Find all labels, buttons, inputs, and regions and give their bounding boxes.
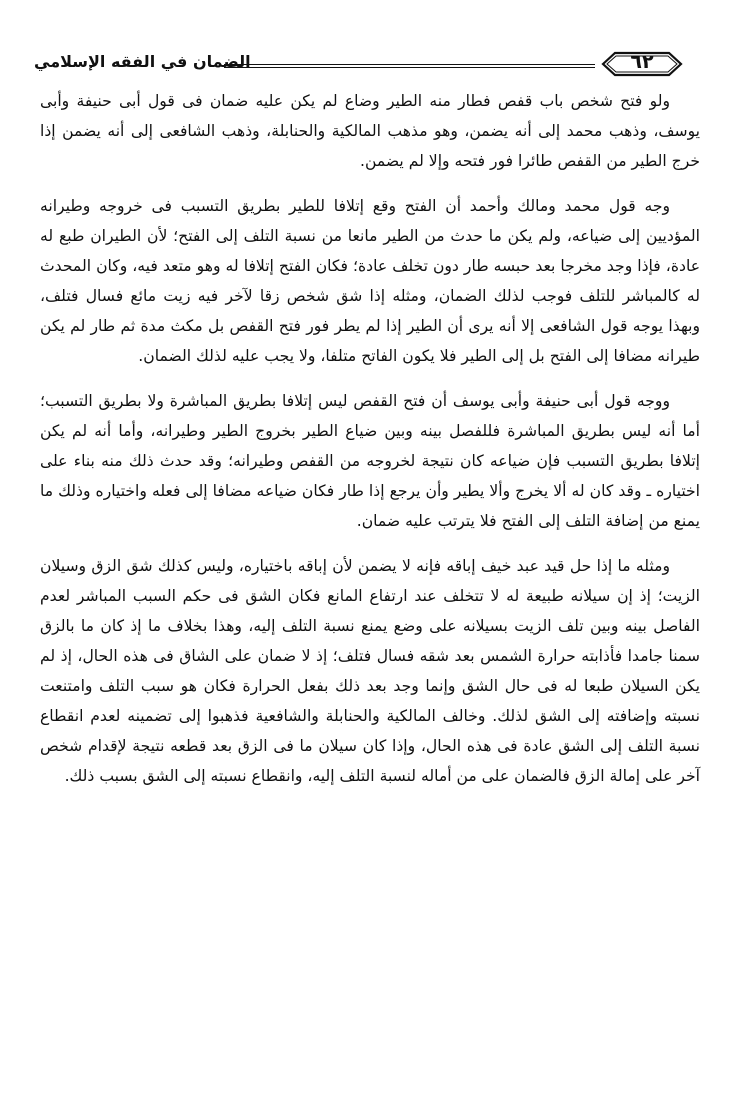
paragraph-1-text: ولو فتح شخص باب قفص فطار منه الطير وضاع لم يكن عليه ضمان فى قول أبى حنيفة وأبى يوسف، وذهب محمد إلى أنه يضمن، وهو مذهب المالكية والحنابلة، وذهب الشافعى إلى أنه يضمن إذا خرج الطير من القفص طائرا فور فتحه وإلا لم يضمن. [40, 92, 700, 170]
paragraph-3 [40, 386, 700, 536]
header-rule [224, 64, 595, 68]
paragraph-1 [40, 86, 700, 176]
body-text [40, 86, 700, 791]
page-number: ٦٢ [630, 51, 654, 73]
running-title: الضمان في الفقه الإسلامي [34, 52, 251, 71]
paragraph-2-text: وجه قول محمد ومالك وأحمد أن الفتح وقع إتلافا للطير بطريق التسبب فى خروجه وطيرانه المؤديين إلى ضياعه، ولم يكن ما حدث من الطير مانعا من نسبة التلف إلى الفتح؛ لأن الطيران طبع له عادة، فإذا وجد مخرجا بعد حبسه طار دون تخلف عادة؛ فكان الفتح إتلافا له وهو متعد فيه، وكان المحدث له كالمباشر للتلف فوجب لذلك الضمان، ومثله إذا شق شخص زقا لآخر فيه زيت مائع فسال فتلف، وبهذا يوجه قول الشافعى إلا أنه يرى أن الطير إذا لم يطر فور فتح القفص بل مكث مدة ثم طار لم يكن طيرانه مضافا إلى الفتح بل إلى الطير فلا يكون الفاتح متلفا، ولا يجب عليه لذلك الضمان. [40, 197, 700, 365]
page-number-frame [601, 50, 683, 78]
paragraph-4-text: ومثله ما إذا حل قيد عبد خيف إباقه فإنه لا يضمن لأن إباقه باختياره، وليس كذلك شق الزق وسيلان الزيت؛ إذ إن سيلانه طبيعة له لا تتخلف عند ارتفاع المانع فكان الشق فى حكم السبب المباشر لعدم الفاصل بينه وبين تلف الزيت بسيلانه على وضع يمنع نسبة التلف إليه، وهذا بخلاف ما إذ كان ما بالزق سمنا جامدا فأذابته حرارة الشمس بعد شقه فسال فتلف؛ إذ لا ضمان على الشاق فى هذه الحال، إذ لم يكن السيلان طبعا له فى حال الشق وإنما وجد بعد ذلك بفعل الحرارة فكان هو سبب التلف وامتنعت نسبته وإضافته إلى الشق لذلك. وخالف المالكية والحنابلة والشافعية فذهبوا إلى تضمينه لعدم انقطاع نسبة التلف إلى الشق عادة فى هذه الحال، وإذا كان سيلان ما فى الزق بعد قطعه نتيجة لإقدام شخص آخر على إمالة الزق فالضمان على من أماله لنسبة التلف إليه، وانقطاع نسبته إلى الشق بسبب ذلك. [40, 557, 700, 785]
paragraph-2 [40, 191, 700, 371]
paragraph-4 [40, 551, 700, 791]
paragraph-3-text: ووجه قول أبى حنيفة وأبى يوسف أن فتح القفص ليس إتلافا بطريق المباشرة ولا بطريق التسبب؛ أما أنه ليس بطريق المباشرة فللفصل بينه وبين ضياع الطير بخروج الطير وطيرانه، وأما أنه لم يكن إتلافا بطريق التسبب فإن ضياعه كان نتيجة لخروجه من القفص وطيرانه؛ وقد حدث ذلك منه بناء على اختياره ـ وقد كان له ألا يخرج وألا يطير وأن يرجع إذا طار فكان ضياعه مضافا إلى فعله واختياره وذلك ما يمنع من إضافة التلف إلى الفتح فلا يترتب عليه ضمان. [40, 392, 700, 530]
page-header [34, 48, 701, 84]
